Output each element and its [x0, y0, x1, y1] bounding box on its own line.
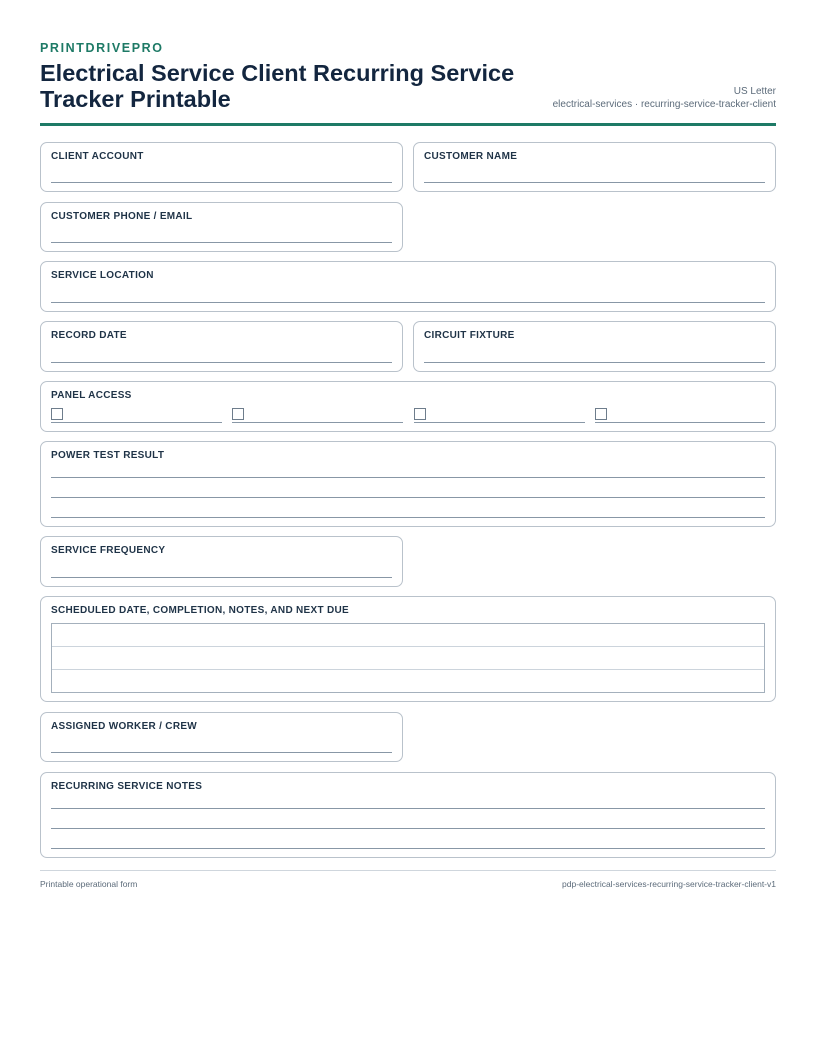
panel-access-option-4[interactable] [595, 407, 765, 423]
customer-name-label: CUSTOMER NAME [424, 151, 518, 162]
panel-access-option-2[interactable] [232, 407, 403, 423]
footer-form-type: Printable operational form [40, 879, 138, 889]
customer-contact-label: CUSTOMER PHONE / EMAIL [51, 211, 193, 222]
customer-contact-field[interactable] [40, 202, 403, 252]
record-date-label: RECORD DATE [51, 330, 127, 341]
service-location-label: SERVICE LOCATION [51, 270, 154, 281]
service-frequency-label: SERVICE FREQUENCY [51, 545, 166, 556]
panel-access-field [40, 381, 776, 432]
table-row[interactable] [52, 624, 764, 647]
recurring-notes-field[interactable] [40, 772, 776, 858]
power-test-line-1[interactable] [51, 477, 765, 478]
client-account-label: CLIENT ACCOUNT [51, 151, 144, 162]
customer-name-field[interactable] [413, 142, 776, 192]
power-test-result-label: POWER TEST RESULT [51, 450, 165, 461]
panel-access-label: PANEL ACCESS [51, 390, 132, 401]
page-footer [40, 870, 776, 889]
checkbox[interactable] [595, 408, 607, 420]
header-meta [553, 85, 776, 111]
schedule-table [51, 623, 765, 693]
schedule-table-field [40, 596, 776, 702]
checkbox[interactable] [414, 408, 426, 420]
circuit-fixture-line[interactable] [424, 362, 765, 363]
checkbox[interactable] [232, 408, 244, 420]
panel-access-option-3[interactable] [414, 407, 585, 423]
client-account-field[interactable] [40, 142, 403, 192]
option-line[interactable] [414, 422, 585, 423]
table-row[interactable] [52, 647, 764, 670]
brand-logo-text: PRINTDRIVEPRO [40, 41, 164, 55]
checkbox[interactable] [51, 408, 63, 420]
recurring-notes-line-1[interactable] [51, 808, 765, 809]
page-title: Electrical Service Client Recurring Service Tracker Printable [40, 60, 515, 112]
assigned-worker-line[interactable] [51, 752, 392, 753]
recurring-notes-label: RECURRING SERVICE NOTES [51, 781, 203, 792]
recurring-notes-line-2[interactable] [51, 828, 765, 829]
service-frequency-line[interactable] [51, 577, 392, 578]
service-location-field[interactable] [40, 261, 776, 312]
customer-contact-line[interactable] [51, 242, 392, 243]
table-row[interactable] [52, 670, 764, 693]
footer-form-id: pdp-electrical-services-recurring-service-tracker-client-v1 [562, 879, 776, 889]
power-test-result-field[interactable] [40, 441, 776, 527]
recurring-notes-line-3[interactable] [51, 848, 765, 849]
client-account-line[interactable] [51, 182, 392, 183]
option-line[interactable] [595, 422, 765, 423]
power-test-line-2[interactable] [51, 497, 765, 498]
panel-access-option-1[interactable] [51, 407, 222, 423]
service-frequency-field[interactable] [40, 536, 403, 587]
service-location-line[interactable] [51, 302, 765, 303]
circuit-fixture-field[interactable] [413, 321, 776, 372]
category-tags: electrical-services · recurring-service-tracker-client [552, 99, 776, 110]
assigned-worker-field[interactable] [40, 712, 403, 762]
schedule-table-label: SCHEDULED DATE, COMPLETION, NOTES, AND NEXT DUE [51, 605, 350, 616]
record-date-line[interactable] [51, 362, 392, 363]
option-line[interactable] [232, 422, 403, 423]
power-test-line-3[interactable] [51, 517, 765, 518]
circuit-fixture-label: CIRCUIT FIXTURE [424, 330, 515, 341]
customer-name-line[interactable] [424, 182, 765, 183]
page-header [40, 40, 776, 126]
option-line[interactable] [51, 422, 222, 423]
paper-size-label: US Letter [733, 86, 776, 97]
assigned-worker-label: ASSIGNED WORKER / CREW [51, 721, 198, 732]
record-date-field[interactable] [40, 321, 403, 372]
